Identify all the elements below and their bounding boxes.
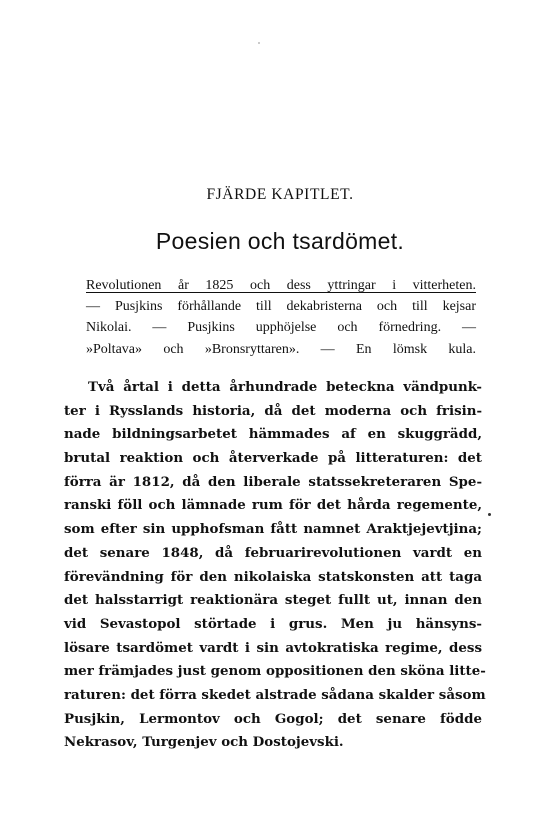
body-line: vid Sevastopol störtade i grus. Men ju hänsyns- [64,615,482,632]
body-line: nade bildningsarbetet hämmades af en skuggrädd, [64,426,482,443]
body-line: ter i Rysslands historia, då det moderna och frisin- [64,402,482,419]
chapter-label: FJÄRDE KAPITLET. [206,186,354,203]
margin-dot [488,513,491,516]
body-line: mer främjades just genom oppositionen den sköna litte- [64,663,486,680]
body-line: Nekrasov, Turgenjev och Dostojevski. [64,734,344,751]
body-line: Pusjkin, Lermontov och Gogol; det senare födde [64,710,482,727]
body-line: det halsstarrigt reaktionära steget fullt ut, innan den [64,592,482,609]
synopsis-line: »Poltava» och »Bronsryttaren». — En lömsk kula. [86,341,476,357]
paper-speck [258,42,260,44]
body-line: det senare 1848, då februarirevolutionen vardt en [64,544,482,561]
body-line: lösare tsardömet vardt i sin avtokratiska regime, dess [64,639,482,656]
synopsis-line: Nikolai. — Pusjkins upphöjelse och förnedring. — [86,320,476,336]
body-line: raturen: det förra skedet alstrade sådana skalder såsom [64,686,486,703]
body-line: brutal reaktion och återverkade på litteraturen: det [64,450,482,467]
body-paragraph [64,376,486,755]
synopsis-line: Revolutionen år 1825 och dess yttringar i vitterheten. [86,278,476,293]
synopsis-line: — Pusjkins förhållande till dekabristerna och till kejsar [86,299,476,315]
body-line: som efter sin upphofsman fått namnet Araktjejevtjina; [64,521,482,538]
body-line: förevändning för den nikolaiska statskonsten att taga [64,568,482,585]
chapter-title: Poesien och tsardömet. [155,228,405,254]
body-line: Två årtal i detta århundrade beteckna vändpunk- [88,379,482,395]
body-line: förra är 1812, då den liberale statssekreteraren Spe- [64,473,482,490]
chapter-synopsis [86,275,476,360]
body-line: ranski föll och lämnade rum för det hårda regemente, [64,497,482,514]
